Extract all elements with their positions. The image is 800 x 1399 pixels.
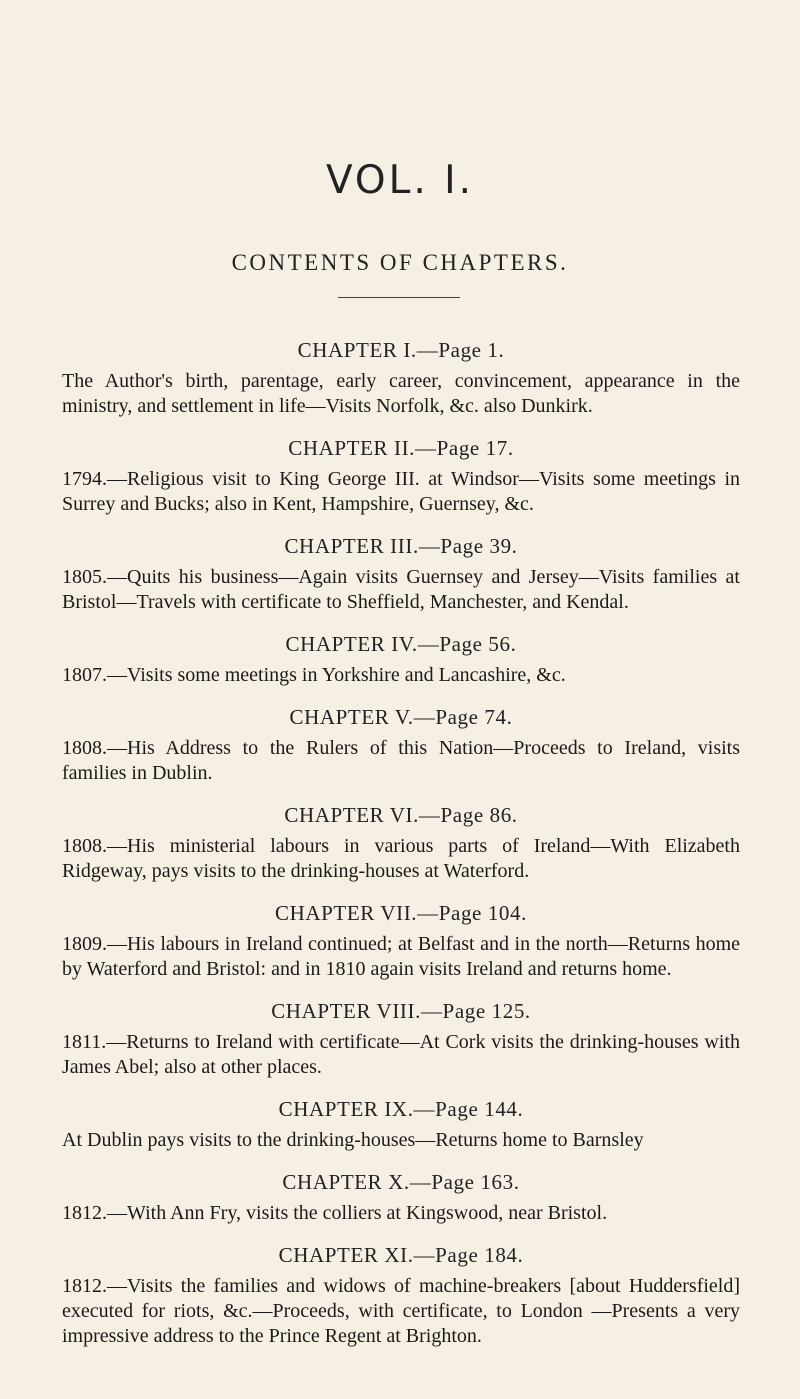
chapter-heading: CHAPTER V.—Page 74.: [289, 705, 513, 729]
chapter-list: [62, 337, 740, 1365]
chapter-summary: The Author's birth, parentage, early career, convincement, appearance in the ministry, and settlement in life—Visits Norfolk, &c. also Dunkirk.: [62, 370, 740, 417]
chapter-entry: [62, 900, 740, 982]
chapter-heading: CHAPTER II.—Page 17.: [288, 436, 514, 460]
chapter-entry: [62, 704, 740, 786]
chapter-summary: 1794.—Religious visit to King George III. at Windsor—Visits some meetings in Surrey and Bucks; also in Kent, Hampshire, Guernsey, &c.: [62, 468, 740, 515]
chapter-entry: [62, 631, 740, 688]
chapter-summary: 1808.—His ministerial labours in various parts of Ireland—With Elizabeth Ridgeway, pays visits to the drinking-houses at Waterford.: [62, 835, 740, 882]
chapter-entry: [62, 1096, 740, 1153]
chapter-summary: 1807.—Visits some meetings in Yorkshire and Lancashire, &c.: [62, 664, 566, 686]
chapter-entry: [62, 435, 740, 517]
chapter-summary: 1812.—With Ann Fry, visits the colliers at Kingswood, near Bristol.: [62, 1202, 608, 1224]
chapter-summary: 1809.—His labours in Ireland continued; at Belfast and in the north—Returns home by Waterford and Bristol: and in 1810 again visits Ireland and returns home.: [62, 933, 740, 980]
chapter-heading: CHAPTER VIII.—Page 125.: [271, 999, 531, 1023]
chapter-summary: 1812.—Visits the families and widows of machine-breakers [about Huddersfield] executed for riots, &c.—Proceeds, with certificate, to London —Presents a very impressive address to the Prince Regent at Brighton.: [62, 1275, 740, 1347]
chapter-heading: CHAPTER X.—Page 163.: [282, 1170, 520, 1194]
chapter-entry: [62, 802, 740, 884]
volume-title: VOL. I.: [325, 158, 475, 203]
contents-title: CONTENTS OF CHAPTERS.: [231, 250, 569, 275]
chapter-summary: 1808.—His Address to the Rulers of this Nation—Proceeds to Ireland, visits families in Dublin.: [62, 737, 740, 784]
chapter-entry: [62, 1242, 740, 1349]
chapter-heading: CHAPTER IV.—Page 56.: [285, 632, 517, 656]
chapter-summary: 1811.—Returns to Ireland with certificate—At Cork visits the drinking-houses with James Abel; also at other places.: [62, 1031, 740, 1078]
chapter-summary: 1805.—Quits his business—Again visits Guernsey and Jersey—Visits families at Bristol—Travels with certificate to Sheffield, Manchester, and Kendal.: [62, 566, 740, 613]
chapter-entry: [62, 1169, 740, 1226]
chapter-heading: CHAPTER I.—Page 1.: [297, 338, 505, 362]
chapter-entry: [62, 337, 740, 419]
chapter-heading: CHAPTER VI.—Page 86.: [284, 803, 518, 827]
chapter-heading: CHAPTER III.—Page 39.: [284, 534, 518, 558]
title-rule: [338, 297, 460, 298]
chapter-heading: CHAPTER IX.—Page 144.: [278, 1097, 524, 1121]
chapter-entry: [62, 998, 740, 1080]
chapter-summary: At Dublin pays visits to the drinking-houses—Returns home to Barnsley: [62, 1129, 644, 1151]
chapter-heading: CHAPTER VII.—Page 104.: [275, 901, 527, 925]
chapter-entry: [62, 533, 740, 615]
chapter-heading: CHAPTER XI.—Page 184.: [278, 1243, 524, 1267]
